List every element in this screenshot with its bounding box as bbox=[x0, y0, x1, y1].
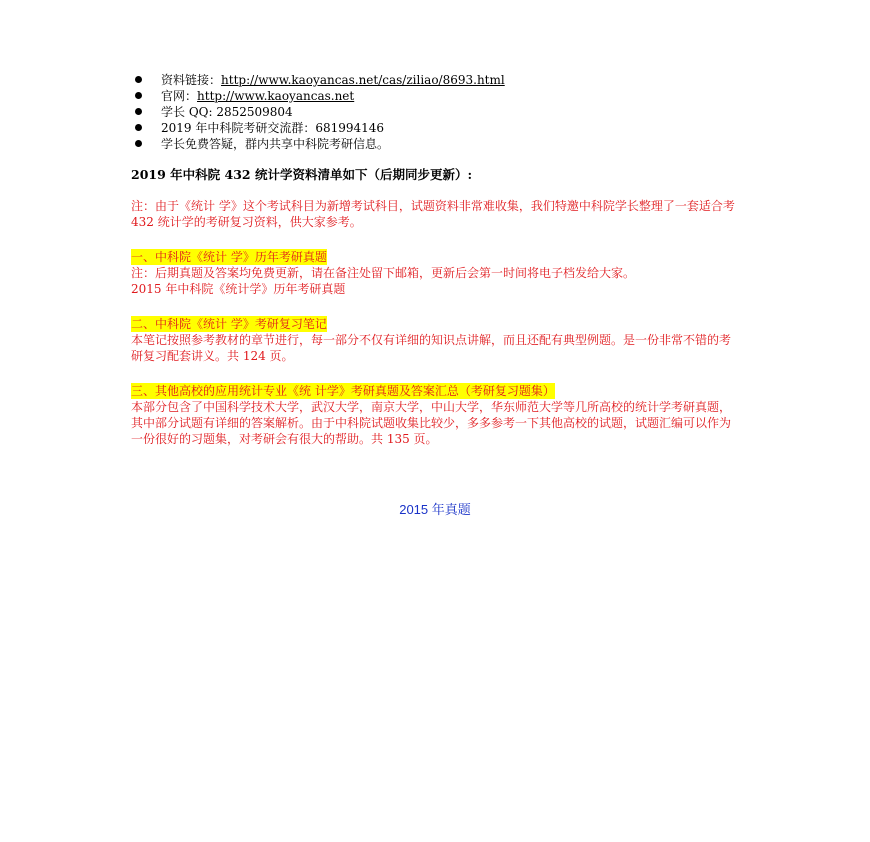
section-notes bbox=[131, 313, 741, 364]
exam-year-title: 2015 年真题 bbox=[399, 502, 471, 517]
bullet-icon bbox=[135, 76, 142, 83]
list-item-label: 2019 年中科院考研交流群：681994146 bbox=[161, 121, 385, 135]
section-title: 三、其他高校的应用统计专业《统 计学》考研真题及答案汇总（考研复习题集） bbox=[131, 384, 555, 398]
list-item-label: 官网： bbox=[161, 89, 198, 103]
section-text: 本笔记按照参考教材的章节进行，每一部分不仅有详细的知识点讲解，而且还配有典型例题。是一份非常不错的考研复习配套讲义。共 124 页。 bbox=[131, 333, 732, 363]
list-item bbox=[131, 136, 741, 152]
bullet-icon bbox=[135, 124, 142, 131]
intro-note: 注：由于《统计 学》这个考试科目为新增考试科目，试题资料非常难收集，我们特邀中科院学长整理了一套适合考 432 统计学的考研复习资料，供大家参考。 bbox=[131, 199, 735, 229]
list-item bbox=[131, 120, 741, 136]
resource-link[interactable]: http://www.kaoyancas.net/cas/ziliao/8693.html bbox=[221, 73, 505, 87]
info-list bbox=[131, 72, 741, 152]
list-item bbox=[131, 104, 741, 120]
bullet-icon bbox=[135, 92, 142, 99]
bullet-icon bbox=[135, 108, 142, 115]
document-body bbox=[131, 72, 741, 447]
list-item bbox=[131, 88, 741, 104]
list-item-label: 学长 QQ: 2852509804 bbox=[161, 105, 293, 119]
list-item-label: 学长免费答疑，群内共享中科院考研信息。 bbox=[161, 137, 390, 151]
bullet-icon bbox=[135, 140, 142, 147]
section-title: 二、中科院《统计 学》考研复习笔记 bbox=[131, 317, 327, 331]
section-title: 一、中科院《统计 学》历年考研真题 bbox=[131, 250, 327, 264]
list-item bbox=[131, 72, 741, 88]
section-past-exams bbox=[131, 246, 741, 297]
list-heading: 2019 年中科院 432 统计学资料清单如下（后期同步更新）: bbox=[131, 167, 473, 182]
website-link[interactable]: http://www.kaoyancas.net bbox=[197, 89, 355, 103]
section-text: 2015 年中科院《统计学》历年考研真题 bbox=[131, 282, 346, 296]
section-other-schools bbox=[131, 380, 741, 447]
section-text: 本部分包含了中国科学技术大学，武汉大学，南京大学，中山大学，华东师范大学等几所高校的统计学考研真题，其中部分试题有详细的答案解析。由于中科院试题收集比较少，多多参考一下其他高校的试题，试题汇编可以作为一份很好的习题集，对考研会有很大的帮助。共 135 页。 bbox=[131, 400, 732, 446]
section-text: 注：后期真题及答案均免费更新，请在备注处留下邮箱，更新后会第一时间将电子档发给大家。 bbox=[131, 266, 636, 280]
list-item-label: 资料链接： bbox=[161, 73, 222, 87]
